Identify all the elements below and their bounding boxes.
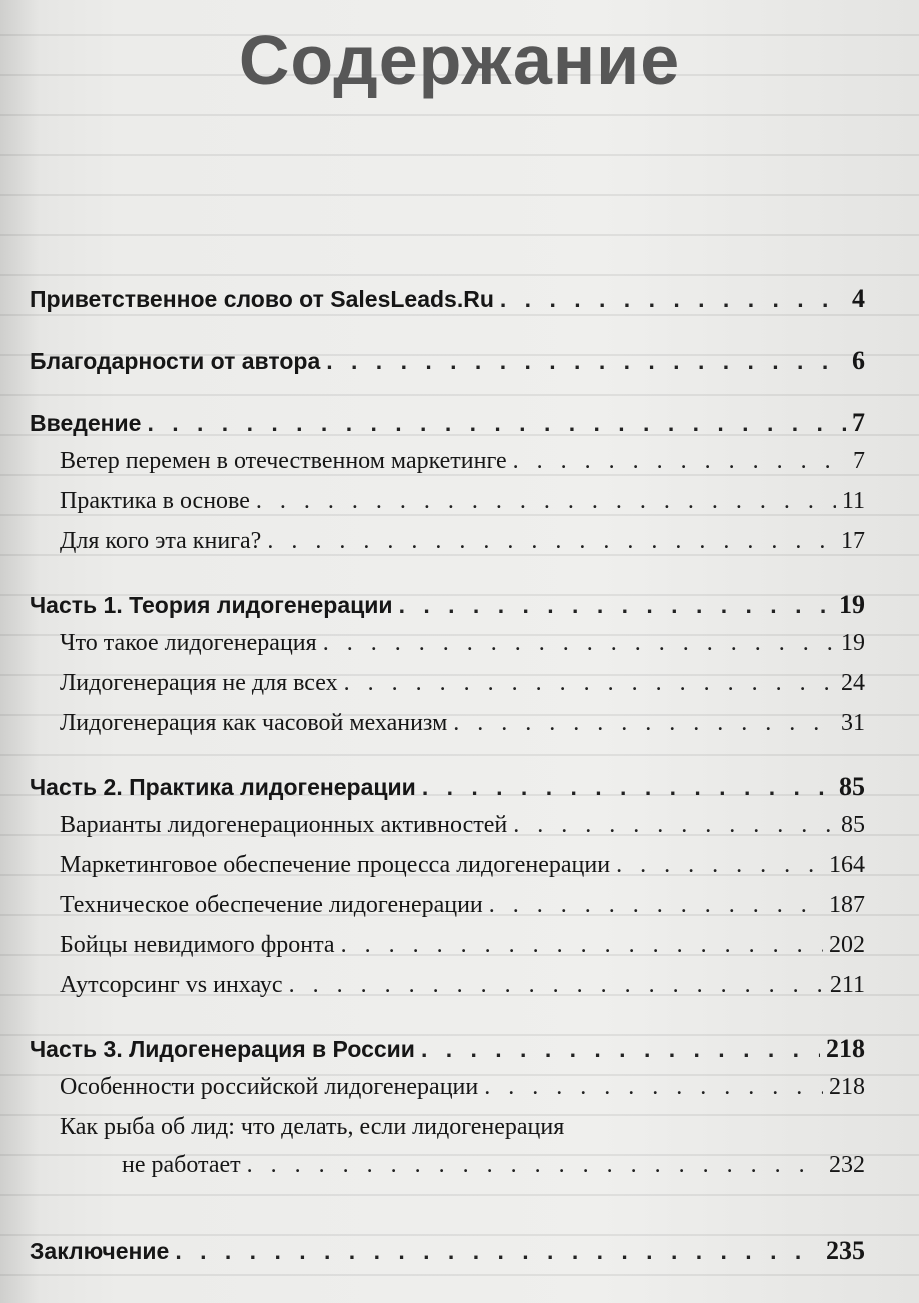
toc-label: Что такое лидогенерация xyxy=(60,630,317,656)
toc-entry-welcome xyxy=(30,284,865,324)
leader-dots xyxy=(256,488,836,515)
toc-subentry xyxy=(30,710,865,750)
leader-dots xyxy=(267,528,835,555)
toc-page-number: 218 xyxy=(829,1074,865,1100)
toc-label: Особенности российской лидогенерации xyxy=(60,1074,479,1100)
leader-dots xyxy=(175,1238,820,1265)
toc-page-number: 31 xyxy=(841,710,865,736)
toc-page-number: 85 xyxy=(839,772,865,801)
toc-entry-part-1 xyxy=(30,590,865,630)
toc-page-number: 211 xyxy=(829,972,865,998)
page-title: Содержание xyxy=(238,21,681,99)
toc-page-number: 17 xyxy=(841,528,865,554)
leader-dots xyxy=(326,348,846,375)
toc-subentry xyxy=(30,852,865,892)
toc-label: Маркетинговое обеспечение процесса лидогенерации xyxy=(60,852,611,878)
toc-subentry xyxy=(30,932,865,972)
toc-page-number: 4 xyxy=(852,284,865,313)
toc-entry-part-2 xyxy=(30,772,865,812)
leader-dots xyxy=(289,972,824,999)
leader-dots xyxy=(147,410,846,437)
table-of-contents xyxy=(30,284,865,1276)
leader-dots xyxy=(399,592,833,619)
leader-dots xyxy=(453,710,835,737)
toc-label: Введение xyxy=(30,410,142,436)
leader-dots xyxy=(513,448,847,475)
toc-label: Часть 2. Практика лидогенерации xyxy=(30,774,416,800)
leader-dots xyxy=(500,286,846,313)
toc-subentry xyxy=(30,1074,865,1114)
toc-page-number: 11 xyxy=(841,488,865,514)
toc-label: Заключение xyxy=(30,1238,170,1264)
toc-label: Варианты лидогенерационных активностей xyxy=(60,812,508,838)
leader-dots xyxy=(484,1074,823,1101)
toc-subentry xyxy=(30,812,865,852)
toc-page-number: 19 xyxy=(839,590,865,619)
toc-label: Приветственное слово от SalesLeads.Ru xyxy=(30,286,494,312)
toc-entry-acknowledgements xyxy=(30,346,865,386)
toc-subentry xyxy=(30,488,865,528)
toc-page-number: 218 xyxy=(826,1034,865,1063)
toc-page-number: 232 xyxy=(829,1152,865,1178)
leader-dots xyxy=(341,932,823,959)
leader-dots xyxy=(513,812,835,839)
toc-label: Практика в основе xyxy=(60,488,250,514)
toc-label: Ветер перемен в отечественном маркетинге xyxy=(60,448,507,474)
toc-page-number: 187 xyxy=(829,892,865,918)
toc-label: Аутсорсинг vs инхаус xyxy=(60,972,283,998)
toc-label: Часть 1. Теория лидогенерации xyxy=(30,592,393,618)
leader-dots xyxy=(344,670,835,697)
leader-dots xyxy=(247,1152,823,1179)
toc-page-number: 202 xyxy=(829,932,865,958)
toc-entry-part-3 xyxy=(30,1034,865,1074)
toc-label-line-1: Как рыба об лид: что делать, если лидогенерация xyxy=(60,1114,565,1140)
toc-subentry xyxy=(30,630,865,670)
toc-page-number: 24 xyxy=(841,670,865,696)
toc-subentry xyxy=(30,972,865,1012)
toc-subentry xyxy=(30,670,865,710)
toc-entry-conclusion xyxy=(30,1236,865,1276)
toc-entry-introduction xyxy=(30,408,865,448)
toc-page-number: 6 xyxy=(852,346,865,375)
toc-subentry xyxy=(30,528,865,568)
toc-label: Часть 3. Лидогенерация в России xyxy=(30,1036,415,1062)
toc-page-number: 19 xyxy=(841,630,865,656)
leader-dots xyxy=(616,852,823,879)
toc-subentry xyxy=(30,892,865,932)
toc-subentry xyxy=(30,1114,865,1192)
toc-page-number: 7 xyxy=(853,448,865,474)
toc-label: Техническое обеспечение лидогенерации xyxy=(60,892,483,918)
toc-page-number: 85 xyxy=(841,812,865,838)
leader-dots xyxy=(422,774,833,801)
toc-label: Благодарности от автора xyxy=(30,348,321,374)
leader-dots xyxy=(489,892,823,919)
toc-page-number: 235 xyxy=(826,1236,865,1265)
leader-dots xyxy=(323,630,835,657)
toc-label-line-2: не работает xyxy=(122,1152,241,1178)
toc-page-number: 164 xyxy=(829,852,865,878)
toc-label: Лидогенерация как часовой механизм xyxy=(60,710,448,736)
leader-dots xyxy=(421,1036,820,1063)
toc-subentry xyxy=(30,448,865,488)
toc-label: Для кого эта книга? xyxy=(60,528,262,554)
toc-page-number: 7 xyxy=(852,408,865,437)
toc-label: Лидогенерация не для всех xyxy=(60,670,338,696)
toc-label: Бойцы невидимого фронта xyxy=(60,932,335,958)
